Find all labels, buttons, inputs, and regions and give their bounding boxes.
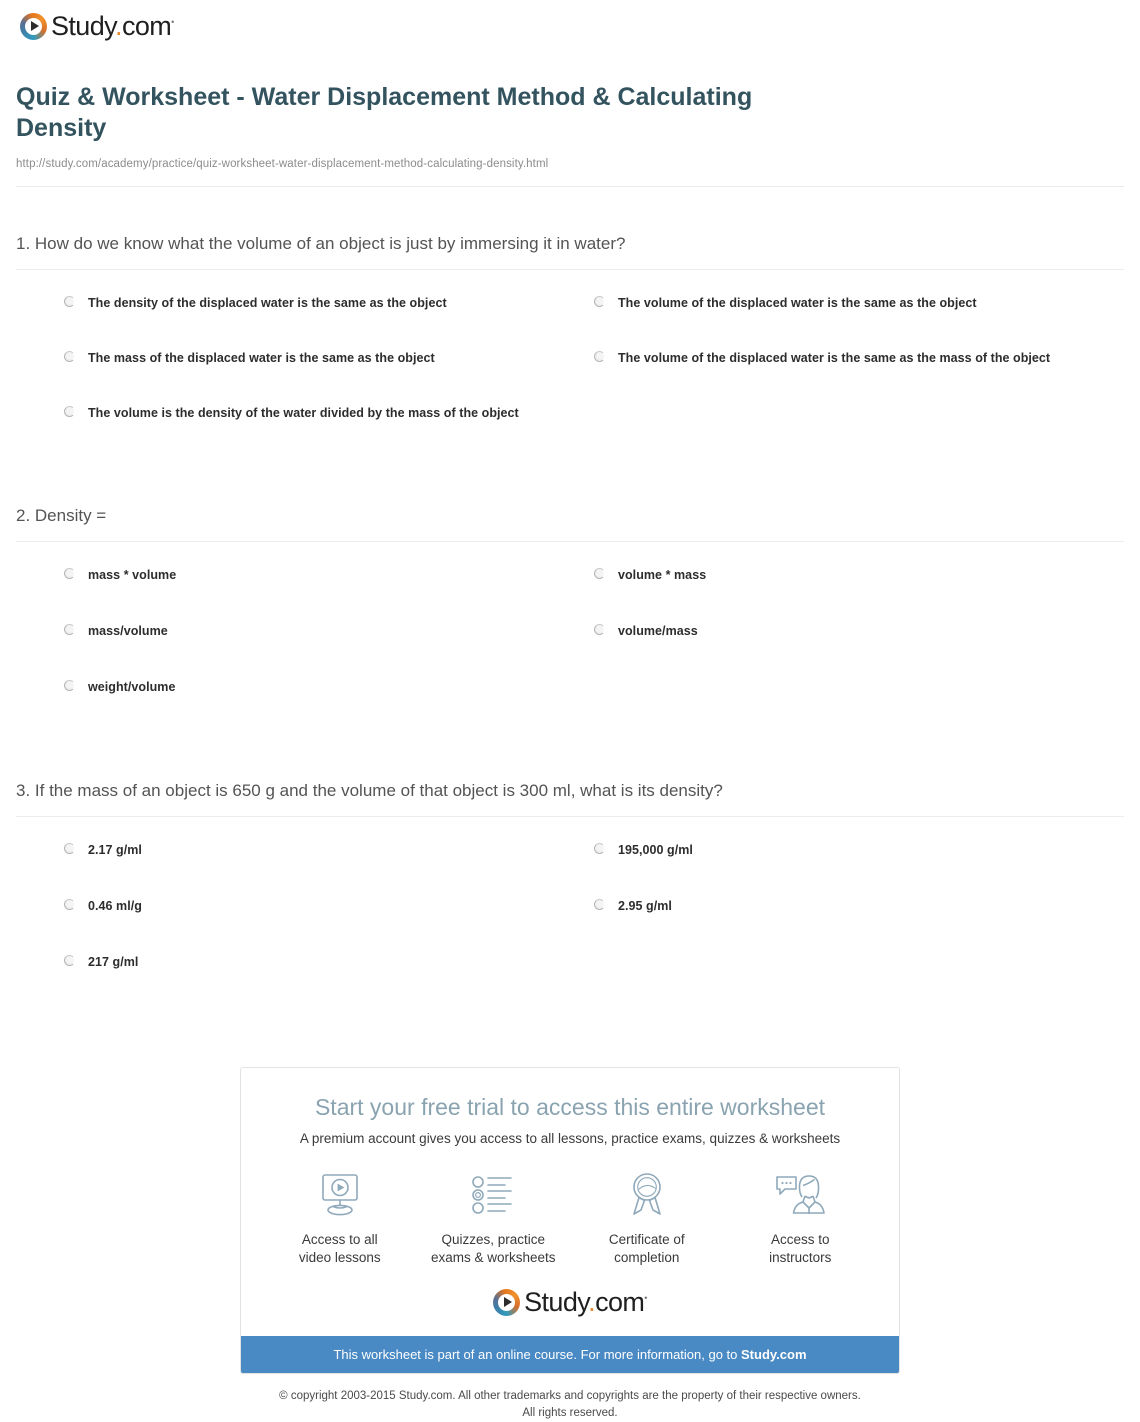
page-header — [0, 0, 1140, 46]
promo-feature — [265, 1168, 415, 1267]
promo-feature-label-line1: Certificate of — [608, 1231, 685, 1247]
logo-word-dot: . — [588, 1287, 596, 1318]
answer-option[interactable] — [64, 678, 594, 734]
radio-button-icon[interactable] — [64, 296, 75, 307]
radio-button-icon[interactable] — [594, 843, 605, 854]
answer-option[interactable] — [64, 404, 594, 459]
answer-label: 2.95 g/ml — [618, 899, 672, 914]
promo-feature-label — [725, 1231, 875, 1267]
answer-label: weight/volume — [88, 680, 176, 695]
logo-word-study: Study — [51, 11, 116, 41]
study-com-logo[interactable] — [493, 1287, 647, 1318]
monitor-play-icon — [265, 1168, 415, 1222]
promo-feature-label-line2: instructors — [769, 1250, 832, 1266]
radio-button-icon[interactable] — [594, 296, 605, 307]
answer-option[interactable] — [64, 953, 594, 1009]
promo-subtitle: A premium account gives you access to all lessons, practice exams, quizzes & worksheets — [299, 1130, 841, 1146]
award-ribbon-icon — [572, 1168, 722, 1222]
radio-button-icon[interactable] — [594, 899, 605, 910]
copyright-line-1: © copyright 2003-2015 Study.com. All other trademarks and copyrights are the property of their respective owners. — [279, 1390, 861, 1403]
logo-word-com: com — [121, 11, 172, 41]
promo-card-wrapper — [16, 1067, 1124, 1374]
logo-word-dot: . — [115, 11, 122, 41]
answer-option-empty — [594, 404, 1124, 459]
logo-word-com: com — [595, 1287, 645, 1318]
answer-option-empty — [594, 678, 1124, 734]
question-text-1: 1. How do we know what the volume of an object is just by immersing it in water? — [16, 234, 626, 253]
logo-wordmark — [524, 1287, 647, 1318]
question-block-3 — [16, 734, 1124, 1009]
promo-feature-label-line2: completion — [614, 1250, 680, 1266]
promo-bar-link[interactable]: Study.com — [741, 1347, 807, 1363]
answer-option-empty — [594, 953, 1124, 1009]
page-title: Quiz & Worksheet - Water Displacement Method & Calculating Density — [16, 83, 753, 142]
question-text-3: 3. If the mass of an object is 650 g and the volume of that object is 300 ml, what is its density? — [16, 781, 723, 801]
promo-feature-label — [265, 1231, 415, 1267]
promo-feature — [725, 1168, 875, 1267]
logo-wordmark — [51, 11, 174, 42]
trademark-symbol: • — [171, 17, 174, 27]
answer-label: 0.46 ml/g — [88, 899, 142, 914]
answer-label: mass/volume — [88, 624, 168, 639]
answer-option[interactable] — [64, 841, 594, 897]
answer-option[interactable] — [64, 566, 594, 622]
answer-option[interactable] — [64, 349, 594, 404]
promo-feature — [418, 1168, 568, 1267]
radio-button-icon[interactable] — [64, 624, 75, 635]
promo-feature-label-line1: Access to all — [301, 1231, 378, 1247]
radio-button-icon[interactable] — [64, 351, 75, 362]
promo-feature-list — [241, 1146, 899, 1271]
page-content — [0, 82, 1140, 1422]
answer-option[interactable] — [64, 897, 594, 953]
promo-course-bar — [241, 1336, 899, 1373]
answer-label: The volume of the displaced water is the same as the object — [618, 296, 977, 311]
instructor-chat-icon — [725, 1168, 875, 1222]
promo-feature-label — [418, 1231, 568, 1267]
promo-bar-text: This worksheet is part of an online course. For more information, go to — [333, 1347, 742, 1363]
radio-button-icon[interactable] — [64, 568, 75, 579]
answer-option[interactable] — [594, 622, 1124, 678]
answer-option[interactable] — [594, 349, 1124, 404]
answer-label: 2.17 g/ml — [88, 843, 142, 858]
promo-feature-label-line1: Quizzes, practice — [441, 1231, 546, 1247]
play-circle-icon — [20, 13, 47, 40]
answer-option[interactable] — [64, 294, 594, 349]
radio-button-icon[interactable] — [64, 406, 75, 417]
promo-feature — [572, 1168, 722, 1267]
answer-option[interactable] — [594, 841, 1124, 897]
answer-option[interactable] — [594, 294, 1124, 349]
radio-button-icon[interactable] — [64, 680, 75, 691]
promo-feature-label-line2: video lessons — [298, 1250, 381, 1266]
answer-label: The mass of the displaced water is the same as the object — [88, 351, 435, 366]
play-circle-icon — [493, 1289, 520, 1316]
answer-label: volume * mass — [618, 568, 707, 583]
logo-word-study: Study — [524, 1287, 589, 1318]
answer-option[interactable] — [594, 897, 1124, 953]
answer-option[interactable] — [594, 566, 1124, 622]
radio-button-icon[interactable] — [594, 351, 605, 362]
free-trial-promo-card — [240, 1067, 900, 1374]
promo-title: Start your free trial to access this entire worksheet — [314, 1094, 826, 1121]
copyright-footer — [16, 1388, 1124, 1421]
answer-label: 195,000 g/ml — [618, 843, 693, 858]
question-text-2: 2. Density = — [16, 506, 107, 526]
answer-label: 217 g/ml — [88, 955, 139, 970]
answer-label: volume/mass — [618, 624, 698, 639]
answer-list-3 — [16, 817, 1124, 1009]
promo-feature-label — [572, 1231, 722, 1267]
study-com-logo[interactable] — [20, 11, 174, 42]
radio-button-icon[interactable] — [594, 624, 605, 635]
radio-button-icon[interactable] — [64, 899, 75, 910]
radio-button-icon[interactable] — [64, 955, 75, 966]
promo-study-com-logo[interactable] — [241, 1271, 899, 1336]
checklist-icon — [418, 1168, 568, 1222]
promo-feature-label-line2: exams & worksheets — [430, 1250, 556, 1266]
question-block-1 — [16, 187, 1124, 459]
page-url: http://study.com/academy/practice/quiz-worksheet-water-displacement-method-calculating-density.html — [16, 158, 549, 170]
promo-feature-label-line1: Access to — [770, 1231, 830, 1247]
radio-button-icon[interactable] — [64, 843, 75, 854]
answer-label: The volume of the displaced water is the same as the mass of the object — [618, 351, 1051, 366]
answer-label: The volume is the density of the water divided by the mass of the object — [88, 406, 519, 421]
radio-button-icon[interactable] — [594, 568, 605, 579]
promo-header — [241, 1068, 899, 1146]
copyright-line-2: All rights reserved. — [522, 1406, 618, 1419]
answer-list-1 — [16, 270, 1124, 459]
answer-option[interactable] — [64, 622, 594, 678]
answer-label: mass * volume — [88, 568, 177, 583]
question-block-2 — [16, 459, 1124, 734]
trademark-symbol: • — [644, 1293, 647, 1304]
answer-list-2 — [16, 542, 1124, 734]
answer-label: The density of the displaced water is the same as the object — [88, 296, 447, 311]
